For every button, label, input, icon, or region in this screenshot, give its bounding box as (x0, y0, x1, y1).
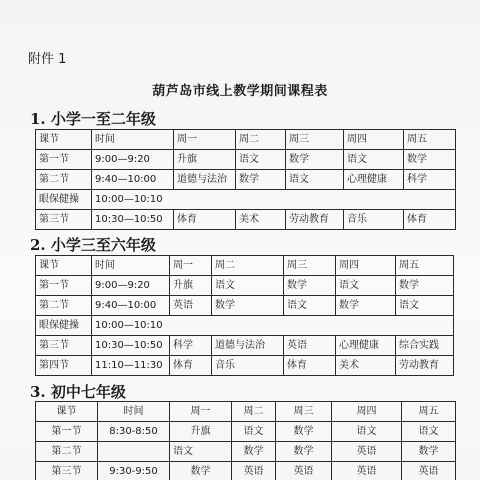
table-cell: 科学 (404, 170, 456, 190)
table-cell: 语文 (332, 422, 402, 442)
table-row (36, 422, 456, 442)
table-row (36, 296, 454, 316)
attachment-label: 附件 1 (28, 52, 67, 67)
section-1-heading: 1. 小学一至二年级 (30, 110, 156, 128)
table-cell: 数学 (286, 150, 344, 170)
table-cell: 数学 (402, 442, 456, 462)
table-row (36, 210, 456, 230)
section-2-heading: 2. 小学三至六年级 (30, 236, 156, 254)
table-cell: 第四节 (36, 356, 92, 376)
table-cell: 语文 (286, 170, 344, 190)
table-cell: 劳动教育 (286, 210, 344, 230)
table-cell: 9:40—10:00 (92, 296, 170, 316)
header-cell: 时间 (92, 256, 170, 276)
table-cell: 第三节 (36, 210, 92, 230)
table-cell: 美术 (236, 210, 286, 230)
table-cell: 第一节 (36, 276, 92, 296)
header-cell: 周一 (170, 256, 212, 276)
table-cell: 劳动教育 (396, 356, 454, 376)
table-cell: 综合实践 (396, 336, 454, 356)
table-cell: 英语 (232, 462, 276, 480)
table-row (36, 442, 456, 462)
header-cell: 周五 (402, 402, 456, 422)
table-cell: 9:40—10:00 (92, 170, 174, 190)
table-cell: 语文 (396, 296, 454, 316)
table-cell: 第二节 (36, 296, 92, 316)
table-cell: 第二节 (36, 442, 98, 462)
table-cell: 数学 (276, 422, 332, 442)
table-cell: 科学 (170, 336, 212, 356)
table-header-row (36, 256, 454, 276)
header-cell: 时间 (92, 130, 174, 150)
table-cell: 音乐 (212, 356, 284, 376)
table-cell: 升旗 (170, 276, 212, 296)
schedule-table-grade-7 (35, 401, 456, 480)
table-cell: 10:30—10:50 (92, 336, 170, 356)
schedule-table-grade-3-6 (35, 255, 454, 376)
table-cell: 9:00—9:20 (92, 276, 170, 296)
table-cell: 英语 (284, 336, 336, 356)
table-cell: 语文 (236, 150, 286, 170)
table-cell: 英语 (332, 462, 402, 480)
header-cell: 课节 (36, 402, 98, 422)
table-row (36, 462, 456, 480)
table-cell: 数学 (170, 462, 232, 480)
document-title: 葫芦岛市线上教学期间课程表 (152, 84, 328, 99)
table-row (36, 190, 456, 210)
table-cell: 体育 (174, 210, 236, 230)
table-cell: 数学 (212, 296, 284, 316)
header-cell: 周三 (276, 402, 332, 422)
table-cell: 英语 (332, 442, 402, 462)
table-cell: 第一节 (36, 150, 92, 170)
table-cell: 语文 (402, 422, 456, 442)
table-cell: 语文 (344, 150, 404, 170)
table-cell: 9:30-9:50 (98, 462, 170, 480)
header-cell: 课节 (36, 130, 92, 150)
table-cell: 数学 (336, 296, 396, 316)
table-cell: 美术 (336, 356, 396, 376)
table-cell: 10:30—10:50 (92, 210, 174, 230)
schedule-table-grade-1-2 (35, 129, 456, 230)
table-header-row (36, 402, 456, 422)
table-row (36, 336, 454, 356)
table-cell: 第二节 (36, 170, 92, 190)
header-cell: 周一 (174, 130, 236, 150)
table-cell: 10:00—10:10 (92, 190, 456, 210)
table-cell: 眼保健操 (36, 190, 92, 210)
header-cell: 课节 (36, 256, 92, 276)
table-row (36, 316, 454, 336)
header-cell: 周五 (396, 256, 454, 276)
table-cell: 数学 (404, 150, 456, 170)
table-cell: 语文 (284, 296, 336, 316)
header-cell: 周四 (332, 402, 402, 422)
header-cell: 周五 (404, 130, 456, 150)
header-cell: 周四 (344, 130, 404, 150)
table-cell: 升旗 (170, 422, 232, 442)
table-cell: 心理健康 (336, 336, 396, 356)
table-cell: 数学 (232, 442, 276, 462)
table-row (36, 276, 454, 296)
table-cell: 语文 (336, 276, 396, 296)
table-cell: 数学 (276, 442, 332, 462)
table-cell (98, 442, 170, 462)
table-cell: 音乐 (344, 210, 404, 230)
table-cell: 9:00—9:20 (92, 150, 174, 170)
table-cell: 数学 (236, 170, 286, 190)
header-cell: 周二 (232, 402, 276, 422)
table-cell: 英语 (170, 296, 212, 316)
table-cell: 语文 (170, 442, 232, 462)
table-header-row (36, 130, 456, 150)
table-cell: 眼保健操 (36, 316, 92, 336)
table-row (36, 150, 456, 170)
table-cell: 体育 (404, 210, 456, 230)
table-row (36, 170, 456, 190)
table-cell: 道德与法治 (212, 336, 284, 356)
table-cell: 语文 (232, 422, 276, 442)
table-cell: 第三节 (36, 336, 92, 356)
table-cell: 8:30-8:50 (98, 422, 170, 442)
table-cell: 第三节 (36, 462, 98, 480)
table-cell: 体育 (284, 356, 336, 376)
table-cell: 11:10—11:30 (92, 356, 170, 376)
header-cell: 周二 (212, 256, 284, 276)
table-cell: 体育 (170, 356, 212, 376)
header-cell: 周三 (286, 130, 344, 150)
header-cell: 时间 (98, 402, 170, 422)
table-cell: 英语 (402, 462, 456, 480)
table-cell: 升旗 (174, 150, 236, 170)
header-cell: 周四 (336, 256, 396, 276)
header-cell: 周三 (284, 256, 336, 276)
table-cell: 10:00—10:10 (92, 316, 454, 336)
table-row (36, 356, 454, 376)
table-cell: 第一节 (36, 422, 98, 442)
table-cell: 数学 (284, 276, 336, 296)
header-cell: 周二 (236, 130, 286, 150)
table-cell: 道德与法治 (174, 170, 236, 190)
table-cell: 英语 (276, 462, 332, 480)
header-cell: 周一 (170, 402, 232, 422)
section-3-heading: 3. 初中七年级 (30, 383, 126, 401)
table-cell: 语文 (212, 276, 284, 296)
table-cell: 数学 (396, 276, 454, 296)
table-cell: 心理健康 (344, 170, 404, 190)
